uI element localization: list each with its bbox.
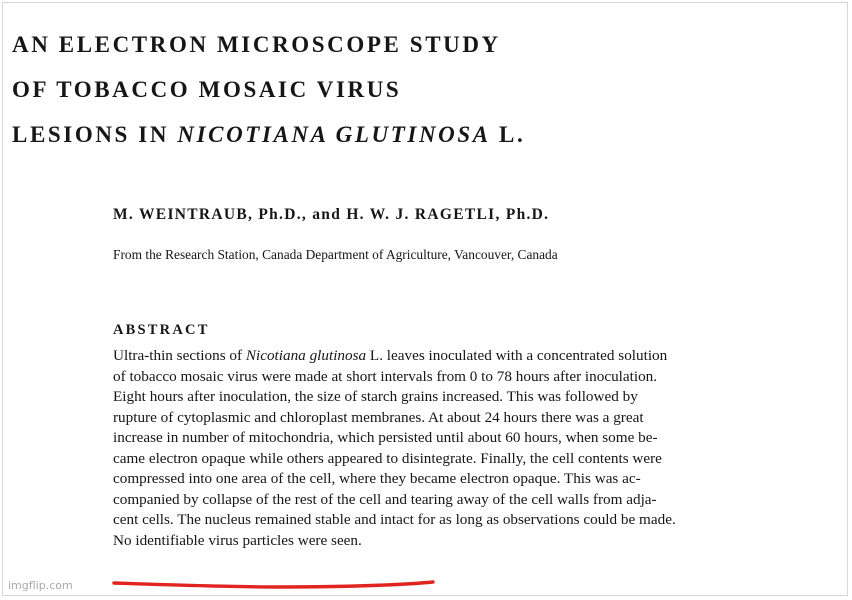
abstract-line-1-start: Ultra-thin sections of — [113, 347, 246, 364]
affiliation: From the Research Station, Canada Department of Agriculture, Vancouver, Canada — [113, 247, 558, 262]
abstract-heading: ABSTRACT — [113, 322, 210, 338]
abstract-line-5: increase in number of mitochondria, which persisted until about 60 hours, when some be- — [113, 429, 658, 446]
authors: M. WEINTRAUB, Ph.D., and H. W. J. RAGETLI, Ph.D. — [113, 206, 550, 223]
title-species-name: NICOTIANA GLUTINOSA — [177, 122, 491, 147]
abstract-line-7: compressed into one area of the cell, where they became electron opaque. This was ac- — [113, 470, 641, 487]
title-line-3-start: LESIONS IN — [12, 122, 178, 147]
abstract-line-1-end: L. leaves inoculated with a concentrated solution — [366, 347, 668, 364]
abstract-line-8: companied by collapse of the rest of the cell and tearing away of the cell walls from adja- — [113, 490, 657, 508]
title-line-3-end: L. — [490, 122, 526, 147]
abstract-line-10: No identifiable virus particles were seen. — [113, 531, 362, 549]
title-line-1: AN ELECTRON MICROSCOPE STUDY — [12, 32, 501, 57]
title-line-2: OF TOBACCO MOSAIC VIRUS — [12, 77, 402, 102]
red-underline-annotation — [112, 579, 436, 589]
abstract-line-9: cent cells. The nucleus remained stable and intact for as long as observations could be made. — [113, 511, 676, 528]
abstract-line-1 — [113, 346, 838, 367]
abstract-species-name: Nicotiana glutinosa — [245, 347, 367, 364]
paper-title — [12, 22, 525, 157]
abstract-line-4: rupture of cytoplasmic and chloroplast membranes. At about 24 hours there was a great — [113, 408, 644, 426]
abstract-line-3: Eight hours after inoculation, the size of starch grains increased. This was followed by — [113, 388, 638, 405]
title-line-3 — [12, 112, 525, 157]
abstract-line-2: of tobacco mosaic virus were made at short intervals from 0 to 78 hours after inoculation. — [113, 367, 658, 385]
red-underline-stroke — [114, 582, 433, 587]
abstract-line-6: came electron opaque while others appeared to disintegrate. Finally, the cell contents were — [113, 449, 662, 467]
abstract-body — [113, 346, 838, 551]
imgflip-watermark: imgflip.com — [8, 579, 73, 592]
